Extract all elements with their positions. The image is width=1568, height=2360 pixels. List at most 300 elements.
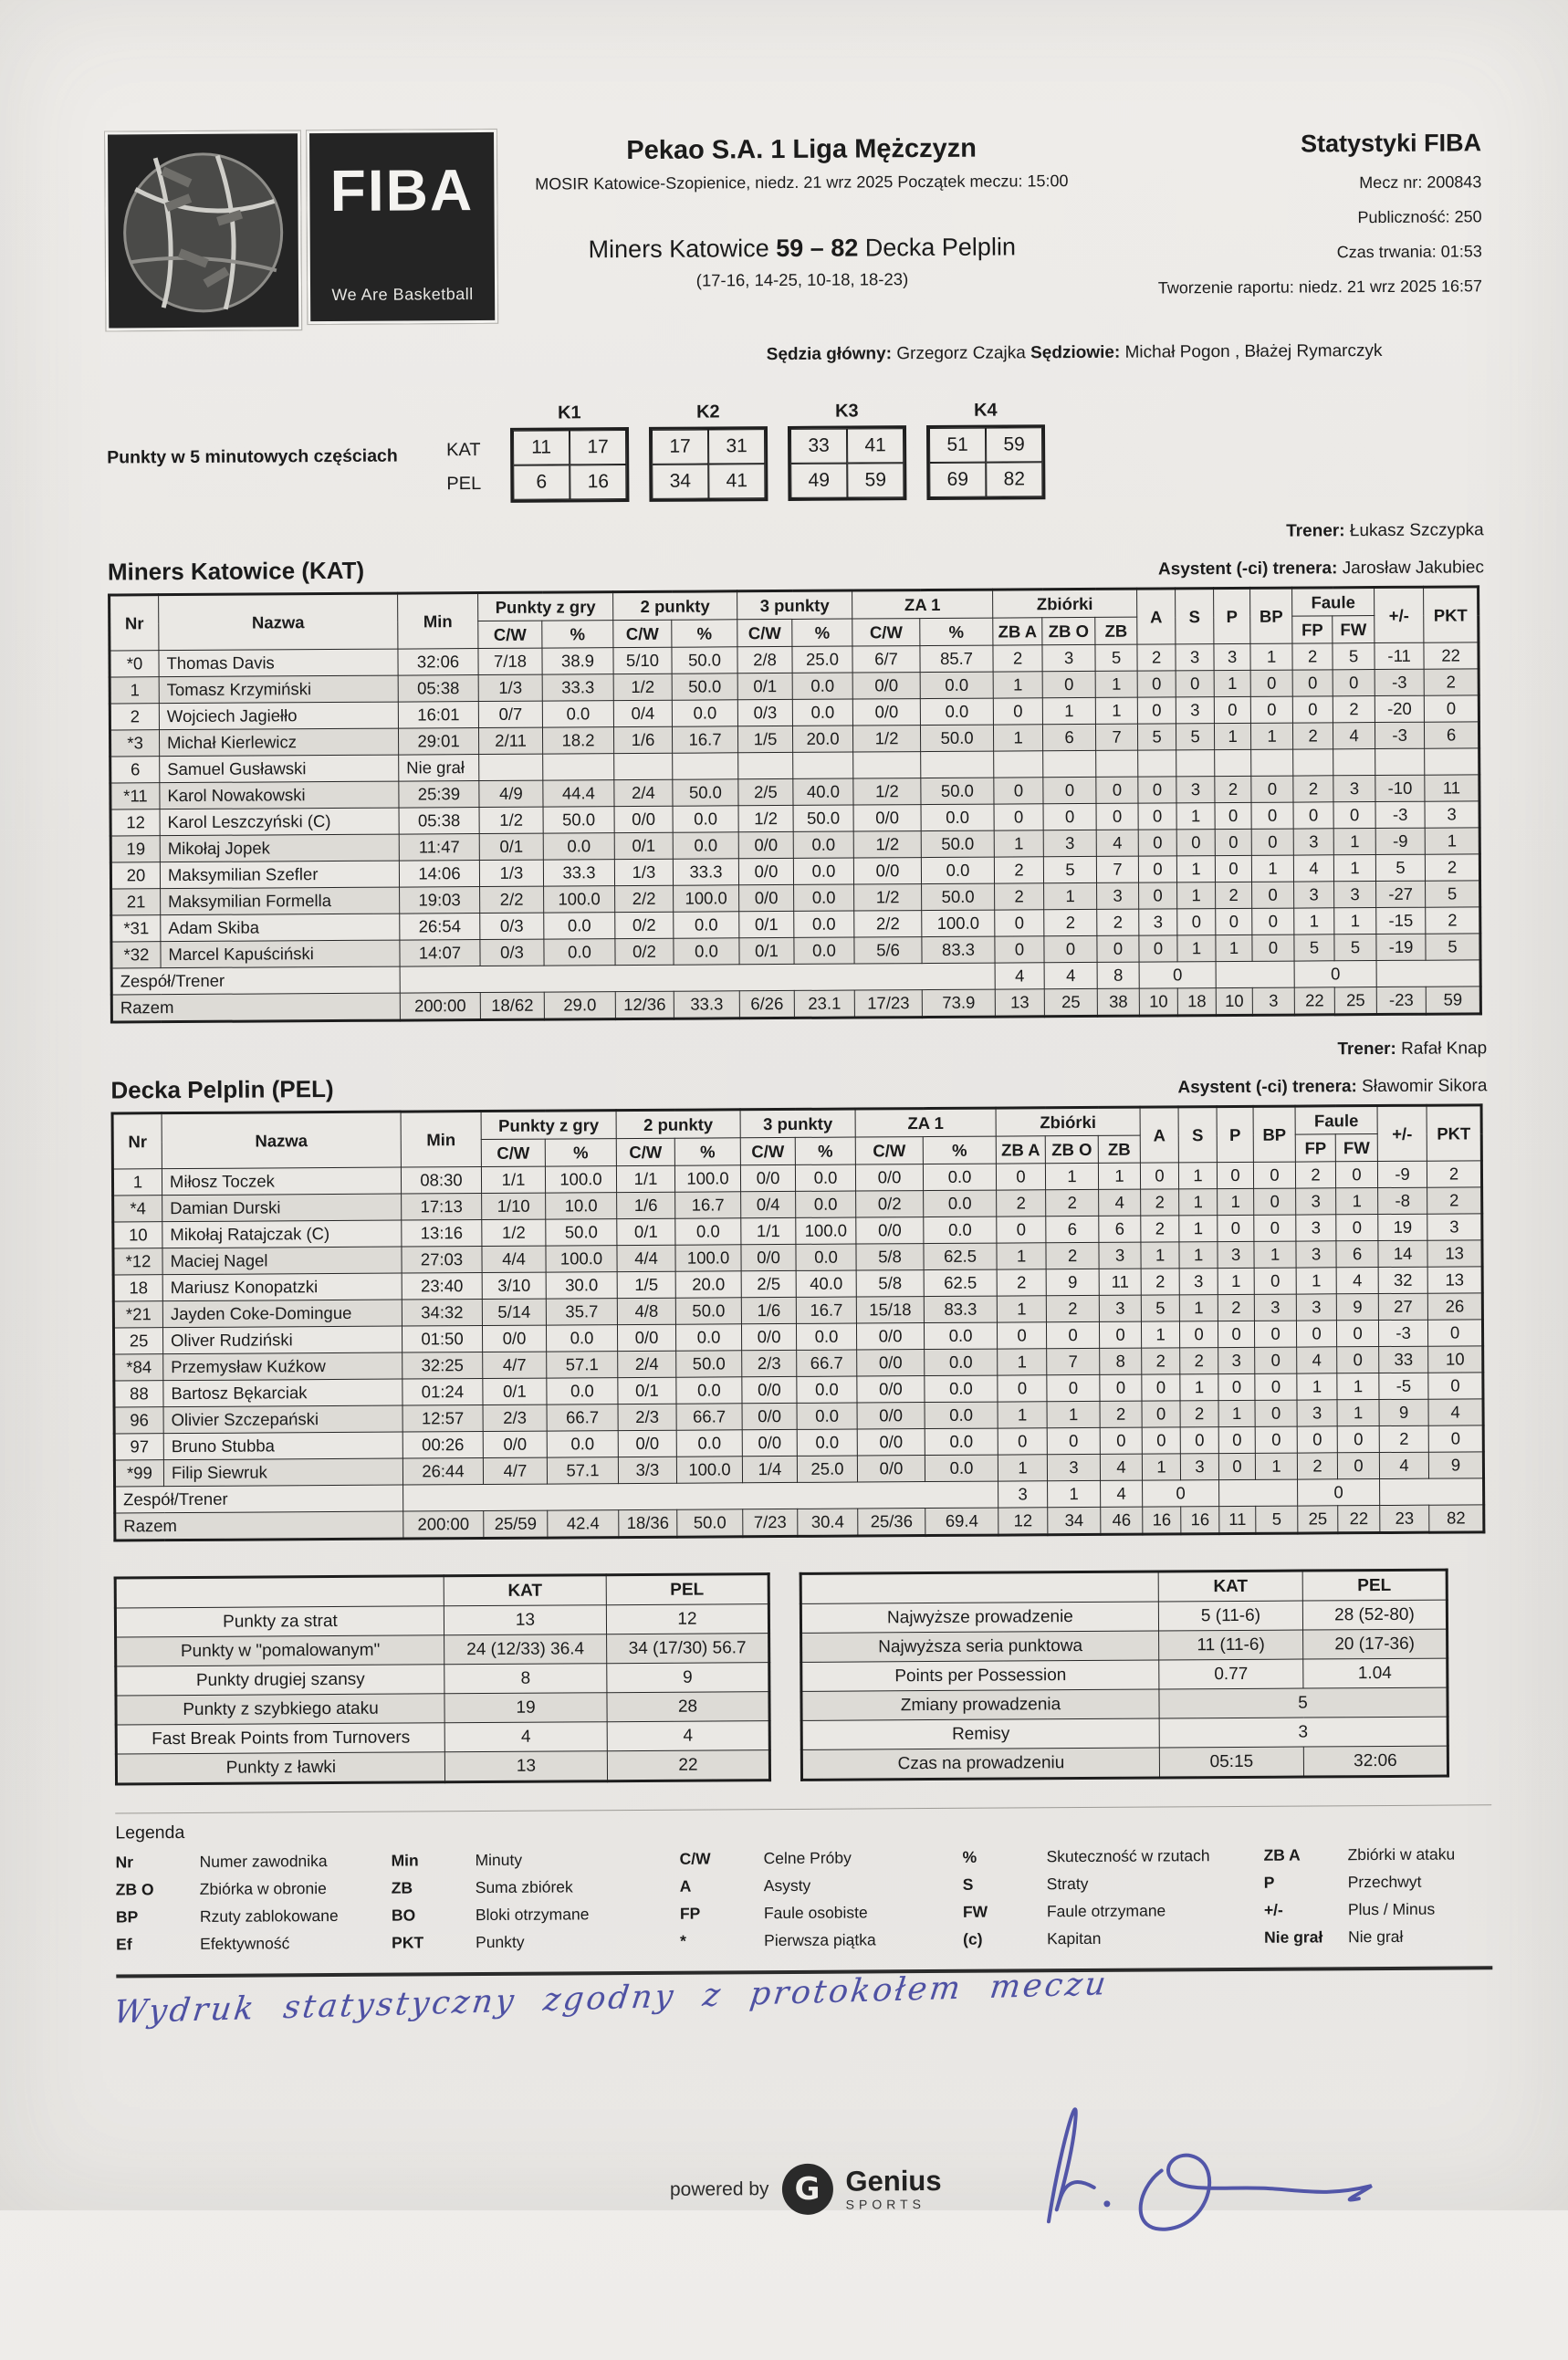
legend-description: Numer zawodnika: [199, 1852, 328, 1871]
stat-cell: 1/2: [853, 726, 921, 752]
summary-cell: Punkty za strat: [115, 1606, 444, 1637]
stat-cell: 1/3: [479, 860, 543, 886]
stat-cell: -27: [1376, 881, 1426, 907]
column-header: FP: [1292, 616, 1333, 643]
legend-abbreviation: Nie grał: [1264, 1927, 1323, 1947]
stat-cell: 16: [1181, 1507, 1219, 1534]
stat-cell: 0.0: [544, 913, 615, 939]
stat-cell: 0: [1138, 856, 1176, 882]
stat-cell: 1: [1048, 1480, 1101, 1507]
stat-cell: 100.0: [676, 1457, 742, 1483]
stat-cell: 3: [1176, 644, 1214, 671]
quarter-score-cell: 51: [929, 428, 986, 463]
stat-cell: 27:03: [402, 1247, 482, 1274]
stat-cell: 3: [1099, 1242, 1141, 1269]
quarter-score-cell: 33: [790, 429, 847, 464]
quarter-score-cell: 34: [652, 464, 708, 498]
stat-cell: 27: [1378, 1293, 1427, 1320]
pel-coach-line: [110, 1039, 1487, 1067]
stat-cell: Jayden Coke-Domingue: [162, 1300, 402, 1328]
summary-row: [116, 1663, 769, 1696]
quarter-score-cell: 31: [708, 429, 765, 464]
stat-cell: [853, 752, 921, 778]
stat-cell: 1: [1179, 1216, 1218, 1242]
stat-cell: 0: [1428, 1373, 1483, 1399]
stat-cell: 2: [1141, 1189, 1179, 1216]
stat-cell: 42.4: [548, 1510, 619, 1538]
stat-cell: 25: [1298, 1506, 1338, 1533]
stat-cell: 0.0: [925, 1322, 998, 1349]
stat-cell: 1: [1095, 697, 1137, 724]
stat-cell: 5: [1375, 854, 1425, 881]
stat-cell: 1: [1251, 723, 1293, 749]
stat-cell: 1/2: [479, 807, 543, 833]
stat-cell: 3: [1296, 1294, 1336, 1321]
stat-cell: 4: [1099, 1189, 1141, 1216]
summary-row: [801, 1717, 1448, 1749]
quarter-score-cell: 49: [790, 464, 847, 498]
summary-cell: 1.04: [1303, 1658, 1448, 1688]
quarter-score-cell: 16: [570, 465, 626, 499]
stat-cell: 34: [1048, 1507, 1101, 1534]
stat-cell: 6: [1425, 722, 1479, 748]
stat-cell: 9: [1428, 1452, 1483, 1478]
stat-cell: 33.3: [673, 859, 738, 885]
stat-cell: 2/3: [618, 1404, 676, 1430]
stat-cell: 16.7: [675, 1192, 741, 1218]
stat-cell: 2: [1216, 882, 1252, 908]
column-header: Min: [398, 593, 478, 650]
stat-cell: 01:50: [402, 1326, 482, 1353]
stat-cell: 0.0: [925, 1402, 998, 1428]
stat-cell: 0.0: [797, 1429, 857, 1456]
stat-cell: 0/0: [614, 806, 673, 832]
column-header: FW: [1335, 1134, 1377, 1162]
stat-cell: 0/1: [483, 1378, 547, 1405]
stat-cell: -11: [1375, 642, 1424, 669]
summary-row: [801, 1687, 1448, 1720]
stat-cell: 0: [997, 1217, 1046, 1243]
summary-cell: Najwyższa seria punktowa: [801, 1631, 1159, 1662]
kat-assistant-line: [1158, 558, 1484, 580]
stat-cell: 0: [1335, 1162, 1377, 1188]
quarter-label: K1: [558, 402, 581, 423]
stat-cell: [994, 751, 1043, 778]
stat-cell: Filip Siewruk: [163, 1458, 402, 1487]
stat-cell: 50.0: [543, 807, 614, 833]
legend-item: [680, 1903, 963, 1924]
stat-cell: 0: [1250, 696, 1292, 723]
stat-cell: 1/2: [482, 1219, 546, 1246]
stat-cell: 0/0: [853, 805, 921, 831]
stat-cell: 5: [1334, 935, 1376, 961]
stat-cell: [1219, 1479, 1298, 1507]
stat-cell: 10: [1428, 1346, 1483, 1373]
stat-cell: 0.0: [796, 1191, 856, 1217]
kat-column-header: KAT: [444, 1575, 606, 1606]
legend-column: [679, 1848, 963, 1951]
stat-cell: 100.0: [544, 886, 615, 913]
column-header: C/W: [616, 1138, 674, 1165]
signature-stroke: [1140, 2154, 1372, 2229]
quarter-scores-caption: Punkty w 5 minutowych częściach: [107, 445, 398, 468]
stat-cell: [479, 754, 543, 780]
column-header: Nr: [110, 595, 159, 651]
stat-cell: 1/6: [741, 1297, 796, 1323]
stat-cell: 26:44: [402, 1458, 483, 1486]
stat-cell: 0: [1252, 908, 1294, 935]
stat-cell: 1: [1176, 803, 1215, 830]
stat-cell: 1: [1177, 935, 1216, 962]
team-label-pel: PEL: [446, 474, 482, 495]
stat-cell: *3: [110, 730, 159, 757]
stat-cell: 14: [1378, 1240, 1427, 1267]
stat-cell: 0: [1424, 695, 1479, 722]
fiba-brand-text: FIBA: [329, 157, 475, 225]
stat-cell: 13: [1427, 1240, 1482, 1267]
stat-cell: 2/4: [614, 779, 673, 806]
stat-cell: 5/6: [854, 937, 922, 964]
stat-cell: 05:38: [398, 675, 478, 703]
stat-cell: 0: [1251, 829, 1293, 855]
stat-cell: 0: [1180, 1427, 1218, 1454]
legend-abbreviation: A: [679, 1876, 692, 1895]
stat-cell: 0: [1138, 803, 1176, 830]
header-row: [110, 587, 1479, 623]
column-header: ZB: [1098, 1135, 1140, 1163]
legend-item: [392, 1850, 680, 1871]
summary-cell: 3: [1159, 1717, 1448, 1748]
legend-item: [1264, 1872, 1492, 1893]
column-header: Punkty z gry: [481, 1111, 616, 1140]
stat-cell: *12: [113, 1248, 162, 1275]
powered-by-text: powered by: [669, 2178, 769, 2200]
stat-cell: 2/3: [742, 1350, 797, 1376]
stat-cell: 50.0: [922, 883, 995, 910]
stat-cell: 50.0: [793, 805, 853, 831]
stat-cell: 7: [1096, 724, 1138, 750]
stat-cell: 1: [1215, 723, 1251, 749]
stat-cell: 2/3: [483, 1405, 547, 1431]
stat-cell: 6: [1336, 1241, 1378, 1268]
stat-cell: 3: [1296, 1241, 1336, 1268]
stat-cell: 0: [998, 1375, 1047, 1402]
stat-cell: 0.0: [676, 1430, 742, 1457]
stat-cell: 26: [1427, 1293, 1482, 1320]
column-header: A: [1137, 589, 1176, 644]
legend-item: [116, 1934, 392, 1955]
stat-cell: 2: [1295, 1162, 1335, 1188]
stat-cell: 1: [1098, 1163, 1140, 1189]
report-footer: [111, 1966, 1494, 2323]
stat-cell: 83.3: [924, 1296, 997, 1322]
stat-cell: 1/10: [482, 1193, 546, 1219]
stat-cell: 1/5: [617, 1271, 675, 1298]
stat-cell: 5/8: [856, 1244, 924, 1270]
stat-cell: 2: [1046, 1295, 1099, 1321]
quarter-score-box: [510, 427, 629, 503]
stat-cell: 12: [998, 1508, 1048, 1535]
leads-summary-table: [800, 1569, 1449, 1781]
stat-cell: 2: [1137, 644, 1176, 671]
summary-row: [800, 1600, 1447, 1633]
stat-cell: 0.0: [925, 1455, 998, 1481]
stat-cell: 100.0: [545, 1166, 616, 1193]
summary-row: [116, 1750, 769, 1784]
legend-description: Przechwyt: [1347, 1872, 1422, 1892]
stat-cell: 85.7: [920, 645, 993, 672]
stat-cell: -8: [1378, 1187, 1427, 1214]
attendance: Publiczność: 250: [1357, 207, 1482, 227]
summary-cell: 12: [606, 1604, 768, 1634]
stat-cell: 3: [1097, 882, 1139, 909]
stat-cell: 3: [1296, 1188, 1336, 1215]
stat-cell: 0: [1255, 1321, 1297, 1347]
stat-cell: 1: [1333, 855, 1375, 882]
stat-cell: 2: [1379, 1425, 1428, 1452]
stat-cell: 25.0: [797, 1456, 857, 1482]
column-header: Nazwa: [162, 1112, 401, 1169]
legend-column: [392, 1850, 681, 1953]
stat-cell: 1: [1334, 908, 1376, 935]
stat-cell: 1: [1254, 1241, 1296, 1268]
stat-cell: Razem: [115, 1511, 403, 1540]
stat-cell: 0.0: [672, 700, 737, 726]
summary-cell: 19: [444, 1693, 607, 1723]
stat-cell: 0.0: [793, 831, 853, 858]
stat-cell: 0: [1043, 803, 1096, 830]
stat-cell: 2: [1293, 776, 1333, 802]
assistant-label: Asystent (-ci) trenera:: [1157, 559, 1338, 580]
stat-cell: 16: [1143, 1507, 1181, 1534]
stat-cell: 22: [1294, 987, 1334, 1015]
stat-cell: 66.7: [547, 1405, 618, 1431]
stat-cell: 0.0: [795, 1164, 855, 1191]
stat-cell: 0/7: [478, 701, 542, 727]
stat-cell: [1333, 749, 1375, 776]
stat-cell: 3: [1293, 829, 1333, 855]
summary-row: [801, 1746, 1448, 1780]
stat-cell: 21: [111, 889, 161, 915]
stat-cell: 100.0: [674, 885, 739, 912]
column-header: C/W: [478, 621, 542, 648]
pel-column-header: PEL: [1302, 1570, 1447, 1601]
quarter-column: [649, 402, 768, 502]
pel-box-score-table: [111, 1103, 1486, 1541]
stat-cell: 62.5: [924, 1243, 997, 1269]
stat-cell: 0.0: [797, 1376, 857, 1403]
stat-cell: 17:13: [402, 1194, 482, 1221]
stat-cell: 0/1: [617, 1218, 675, 1245]
stat-cell: 4/9: [479, 780, 543, 807]
stat-cell: 2: [1142, 1348, 1180, 1374]
column-header: PKT: [1427, 1105, 1481, 1161]
stat-cell: 100.0: [675, 1245, 741, 1271]
column-header: C/W: [852, 619, 920, 646]
stat-cell: 0/0: [852, 699, 920, 726]
stat-cell: 3: [1297, 1400, 1337, 1426]
coach-label: Trener:: [1337, 1039, 1396, 1060]
stat-cell: 0/0: [857, 1429, 925, 1456]
stat-cell: 9: [1046, 1269, 1099, 1295]
stat-cell: 14:07: [400, 940, 480, 967]
stat-cell: -23: [1376, 987, 1426, 1014]
stat-cell: 0: [1043, 777, 1096, 803]
stat-cell: 1: [1178, 1163, 1217, 1189]
stat-cell: 0: [1137, 697, 1176, 724]
stat-cell: 33.3: [543, 860, 614, 886]
legend-column: [962, 1846, 1264, 1949]
fiba-wordmark: [307, 130, 497, 324]
stat-cell: -20: [1375, 695, 1424, 722]
stat-cell: Marcel Kapuściński: [161, 940, 400, 968]
venue-line: MOSIR Katowice-Szopienice, niedz. 21 wrz 2025 Początek meczu: 15:00: [535, 172, 1069, 193]
stat-cell: 0: [1137, 671, 1176, 697]
stat-cell: 0.0: [920, 672, 993, 698]
stat-cell: 1/2: [613, 674, 672, 700]
quarter-score-box: [926, 424, 1045, 500]
stat-cell: 0: [1139, 935, 1177, 962]
stat-cell: 20.0: [675, 1271, 741, 1298]
stat-cell: 23.1: [794, 990, 854, 1018]
stat-cell: 0.0: [925, 1349, 998, 1375]
stat-cell: 0: [1255, 1347, 1297, 1373]
quarter-column: [788, 401, 907, 501]
stat-cell: 0: [1218, 1373, 1255, 1400]
stat-cell: 11: [1219, 1506, 1256, 1533]
summary-header-row: [800, 1570, 1447, 1603]
stat-cell: 0: [1047, 1321, 1100, 1348]
quarter-column: [510, 402, 630, 503]
stat-cell: 0/0: [853, 858, 921, 884]
stat-cell: 0: [1255, 1400, 1297, 1426]
stat-cell: 1/1: [741, 1217, 796, 1244]
stat-cell: 0: [1218, 1453, 1255, 1479]
legend-abbreviation: Nr: [115, 1853, 134, 1872]
stat-cell: 0/3: [480, 939, 544, 966]
stat-cell: 82: [1429, 1505, 1484, 1532]
stat-cell: 200:00: [403, 1511, 484, 1540]
league-title: Pekao S.A. 1 Liga Mężczyzn: [626, 133, 977, 166]
legend-description: Rzuty zablokowane: [199, 1906, 339, 1926]
stat-cell: Karol Nowakowski: [160, 781, 399, 809]
stat-cell: 57.1: [547, 1457, 618, 1484]
stat-cell: 2: [110, 704, 159, 730]
stat-cell: -3: [1379, 1320, 1428, 1346]
stat-cell: 0: [1218, 1215, 1254, 1241]
stat-cell: 0/0: [739, 884, 794, 911]
stat-cell: Samuel Gusławski: [160, 755, 399, 783]
column-header: Nr: [112, 1113, 162, 1169]
quarter-scores-section: [107, 397, 1484, 505]
stat-cell: 38: [1097, 988, 1139, 1016]
stat-cell: 1: [1141, 1242, 1179, 1269]
stat-cell: 0: [1292, 670, 1333, 696]
stat-cell: 4/4: [617, 1245, 675, 1271]
assistant-label: Asystent (-ci) trenera:: [1177, 1077, 1357, 1098]
stat-cell: 0/2: [856, 1191, 924, 1217]
stat-cell: 3: [1427, 1214, 1482, 1240]
stat-cell: 0: [1254, 1215, 1296, 1241]
stat-cell: 7/23: [743, 1509, 798, 1536]
stat-cell: 0: [1138, 830, 1176, 856]
coach-label: Trener:: [1286, 521, 1345, 541]
stat-cell: 2/5: [741, 1270, 796, 1297]
stat-cell: 1/2: [854, 884, 922, 911]
stat-cell: 0.0: [792, 673, 852, 699]
column-header: FP: [1295, 1134, 1335, 1162]
stat-cell: [1376, 960, 1480, 987]
column-header: C/W: [613, 620, 672, 647]
stat-cell: 2/5: [738, 778, 793, 805]
column-header: Zbiórki: [993, 589, 1137, 618]
stat-cell: 2: [1046, 1242, 1099, 1269]
stat-cell: 5: [1426, 934, 1480, 960]
stat-cell: 0/1: [618, 1377, 676, 1404]
stat-cell: 12:57: [402, 1405, 483, 1433]
report-header: [105, 123, 1482, 330]
stat-cell: 0/0: [857, 1456, 925, 1482]
stat-cell: 1: [1216, 935, 1252, 961]
pel-title-row: [110, 1068, 1487, 1104]
stat-cell: 25:39: [399, 781, 479, 809]
stat-cell: 11: [1425, 775, 1479, 801]
quarter-score-cell: 11: [513, 430, 570, 465]
stat-cell: 50.0: [672, 674, 737, 700]
stat-cell: 3: [1425, 801, 1479, 828]
stat-cell: 18: [113, 1275, 162, 1301]
stat-cell: 1: [1179, 1295, 1218, 1321]
stat-cell: 0: [1215, 855, 1251, 882]
stat-cell: 17/23: [854, 990, 922, 1018]
stat-cell: -10: [1375, 775, 1425, 801]
stat-cell: 0/4: [741, 1191, 796, 1217]
column-header: ZB A: [996, 1136, 1045, 1164]
stat-cell: 5/10: [613, 647, 672, 674]
stat-cell: 0: [1333, 802, 1375, 829]
stat-cell: [1216, 961, 1294, 988]
stat-cell: 2/11: [478, 727, 542, 754]
empty-cell: [800, 1572, 1158, 1603]
stat-cell: 2: [1424, 669, 1479, 695]
stat-cell: 18: [1177, 988, 1216, 1016]
home-team-name: Miners Katowice: [588, 235, 769, 264]
quarter-boxes: [510, 400, 1046, 503]
stat-cell: 0.0: [673, 832, 738, 859]
kat-title-row: [108, 549, 1484, 586]
stat-cell: 0.0: [675, 1218, 741, 1245]
stat-cell: *99: [114, 1460, 163, 1487]
column-header: ZA 1: [852, 590, 993, 619]
stat-cell: 6: [1099, 1216, 1141, 1242]
quarter-column: [926, 400, 1046, 500]
stat-cell: 2: [994, 857, 1043, 883]
stat-cell: 14:06: [399, 861, 479, 888]
column-header: S: [1176, 589, 1214, 644]
game-duration: Czas trwania: 01:53: [1336, 242, 1482, 262]
quarter-label: K2: [696, 402, 720, 423]
stat-cell: [1293, 749, 1333, 776]
summary-cell: Remisy: [801, 1718, 1159, 1749]
handwritten-note: Wydruk statystyczny zgodny z protokołem meczu: [111, 1966, 1111, 2031]
stat-cell: 50.0: [676, 1351, 742, 1377]
stat-cell: 0: [1253, 1162, 1295, 1188]
stat-cell: Przemysław Kuźkow: [163, 1352, 402, 1381]
legend-abbreviation: Min: [391, 1851, 419, 1870]
stat-cell: 0: [1047, 1374, 1100, 1401]
stat-cell: Maciej Nagel: [162, 1247, 402, 1275]
stat-cell: 1/4: [742, 1456, 797, 1482]
